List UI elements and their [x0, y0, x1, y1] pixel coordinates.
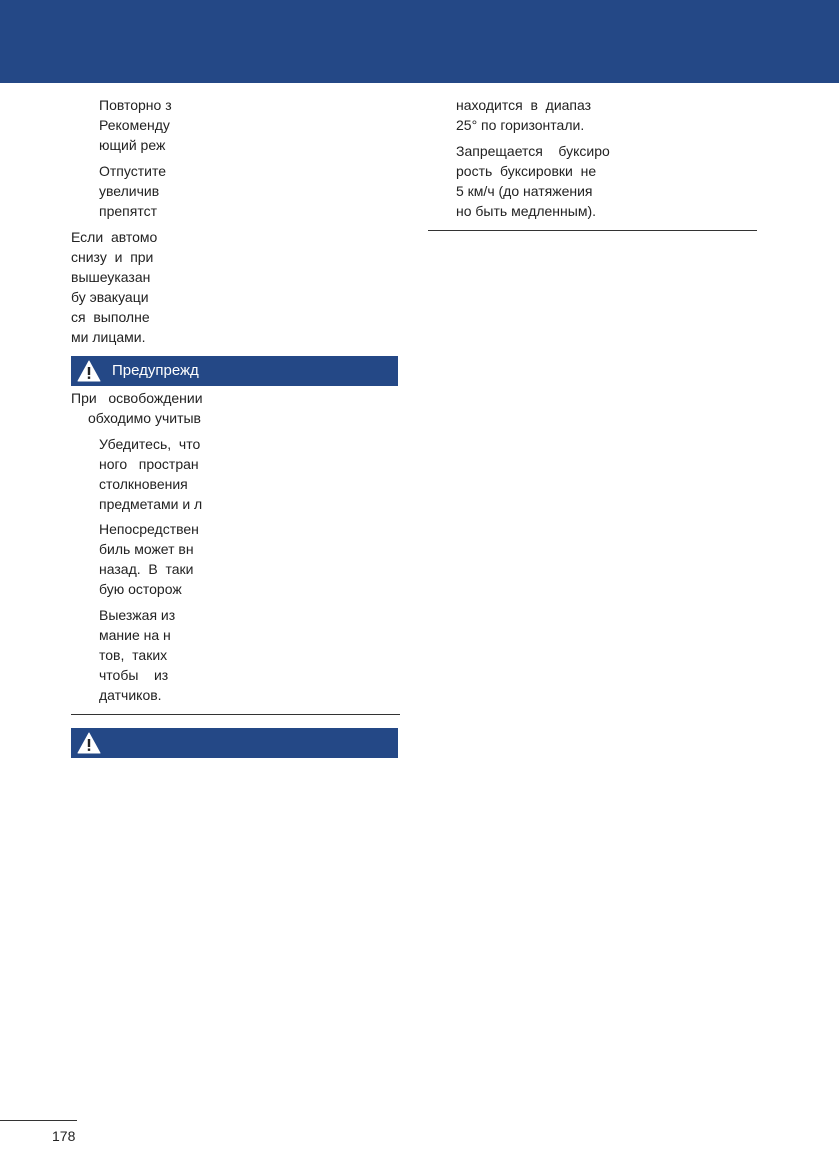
warning-bullet-line: ного простран [99, 456, 199, 472]
bullet-b-line: препятст [99, 203, 157, 219]
right-text-line: но быть медленным). [456, 203, 597, 219]
warning-bullet-line: датчиков. [99, 687, 162, 703]
right-text-line: 5 км/ч (до натяжения [456, 183, 593, 199]
paragraph-line: снизу и при [71, 249, 154, 265]
warning-intro-line: обходимо учитыв [88, 410, 201, 426]
warning-bullet-line: чтобы из [99, 667, 169, 683]
right-text-line: 25° по горизонтали. [456, 117, 585, 133]
warning-bullet-line: мание на н [99, 627, 171, 643]
paragraph-line: ся выполне [71, 309, 150, 325]
section-divider [428, 230, 757, 231]
warning-bullet-line: Убедитесь, что [99, 436, 201, 452]
warning-bullet-line: тов, таких [99, 647, 168, 663]
bullet-a-line: Повторно з [99, 97, 172, 113]
warning-intro-line: При освобождении [71, 390, 203, 406]
warning-bullet-line: биль может вн [99, 541, 194, 557]
right-text-line: находится в диапаз [456, 97, 592, 113]
page-header-bar [0, 0, 839, 83]
warning-bullet-line: Выезжая из [99, 607, 176, 623]
right-text-line: рость буксировки не [456, 163, 597, 179]
warning-bullet-line: бую осторож [99, 581, 182, 597]
paragraph-line: бу эвакуаци [71, 289, 149, 305]
warning-banner [71, 356, 398, 386]
warning-title: Предупрежд [112, 362, 199, 379]
right-text-line: Запрещается буксиро [456, 143, 610, 159]
bullet-b-line: Отпустите [99, 163, 166, 179]
bullet-a-line: Рекоменду [99, 117, 170, 133]
section-divider [71, 714, 400, 715]
page-number: 178 [52, 1128, 76, 1144]
warning-banner [71, 728, 398, 758]
paragraph-line: Если автомо [71, 229, 158, 245]
warning-triangle-icon [77, 732, 101, 754]
bullet-b-line: увеличив [99, 183, 160, 199]
warning-bullet-line: назад. В таки [99, 561, 194, 577]
bullet-a-line: ющий реж [99, 137, 166, 153]
warning-triangle-icon [77, 360, 101, 382]
warning-bullet-line: столкновения [99, 476, 188, 492]
warning-bullet-line: Непосредствен [99, 521, 199, 537]
paragraph-line: ми лицами. [71, 329, 146, 345]
paragraph-line: вышеуказан [71, 269, 151, 285]
warning-bullet-line: предметами и л [99, 496, 203, 512]
footer-rule [0, 1120, 77, 1121]
